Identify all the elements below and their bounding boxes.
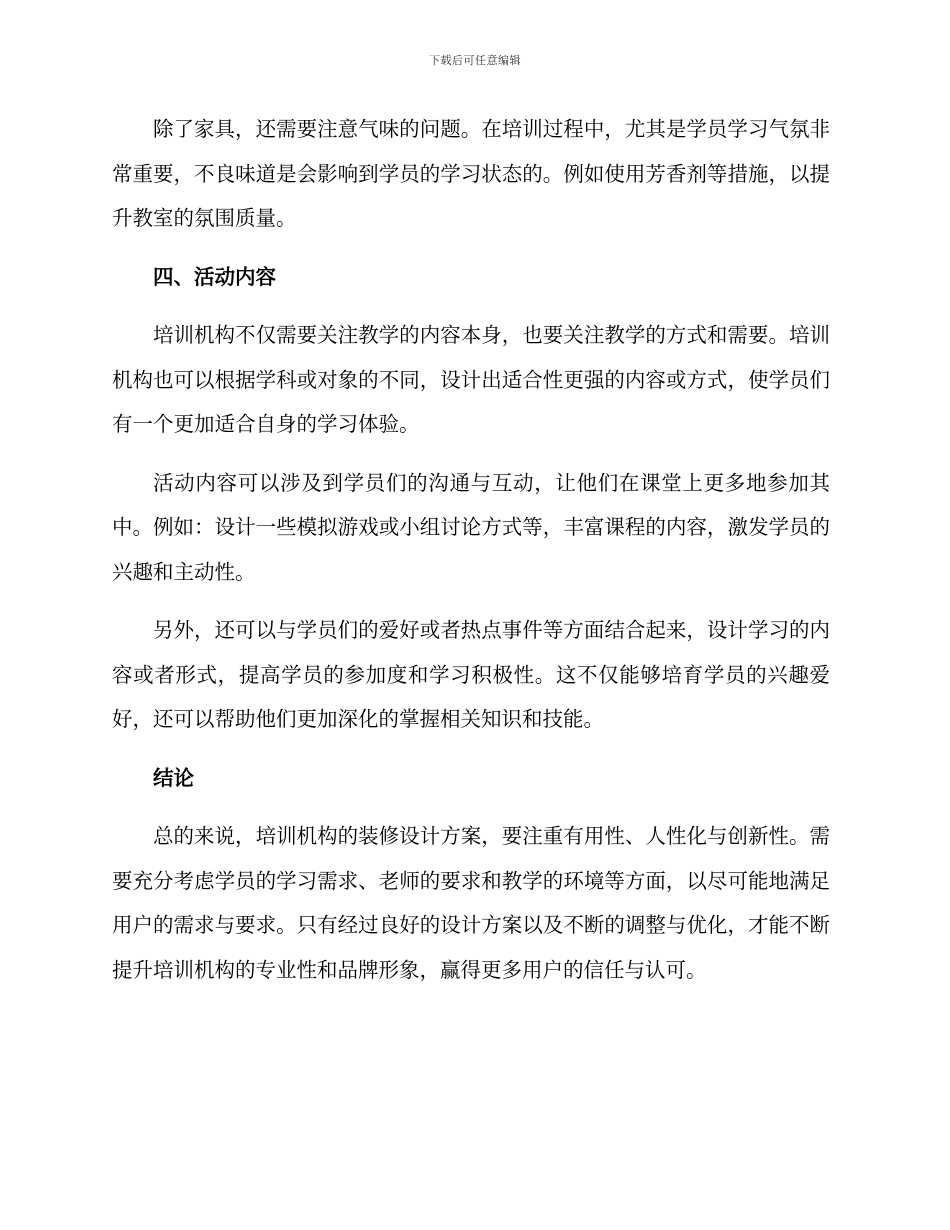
paragraph-teaching-methods: 培训机构不仅需要关注教学的内容本身，也要关注教学的方式和需要。培训机构也可以根据学科或对象的不同，设计出适合性更强的内容或方式，使学员们有一个更加适合自身的学习体验。: [112, 323, 830, 436]
paragraph-odor: 除了家具，还需要注意气味的问题。在培训过程中，尤其是学员学习气氛非常重要，不良味道是会影响到学员的学习状态的。例如使用芳香剂等措施，以提升教室的氛围质量。: [112, 117, 830, 230]
section-heading-activity-content: 四、活动内容: [153, 264, 276, 289]
page-header-note: 下载后可任意编辑: [429, 54, 521, 67]
paragraph-interaction: 活动内容可以涉及到学员们的沟通与互动，让他们在课堂上更多地参加其中。例如：设计一些模拟游戏或小组讨论方式等，丰富课程的内容，激发学员的兴趣和主动性。: [112, 470, 830, 584]
document-body: [112, 107, 830, 1006]
paragraph-hobbies: 另外，还可以与学员们的爱好或者热点事件等方面结合起来，设计学习的内容或者形式，提高学员的参加度和学习积极性。这不仅能够培育学员的兴趣爱好，还可以帮助他们更加深化的掌握相关知识和技能。: [112, 618, 830, 731]
paragraph-conclusion: 总的来说，培训机构的装修设计方案，要注重有用性、人性化与创新性。需要充分考虑学员的学习需求、老师的要求和教学的环境等方面，以尽可能地满足用户的需求与要求。只有经过良好的设计方案以及不断的调整与优化，才能不断提升培训机构的专业性和品牌形象，赢得更多用户的信任与认可。: [112, 824, 830, 982]
section-heading-conclusion: 结论: [153, 765, 194, 790]
